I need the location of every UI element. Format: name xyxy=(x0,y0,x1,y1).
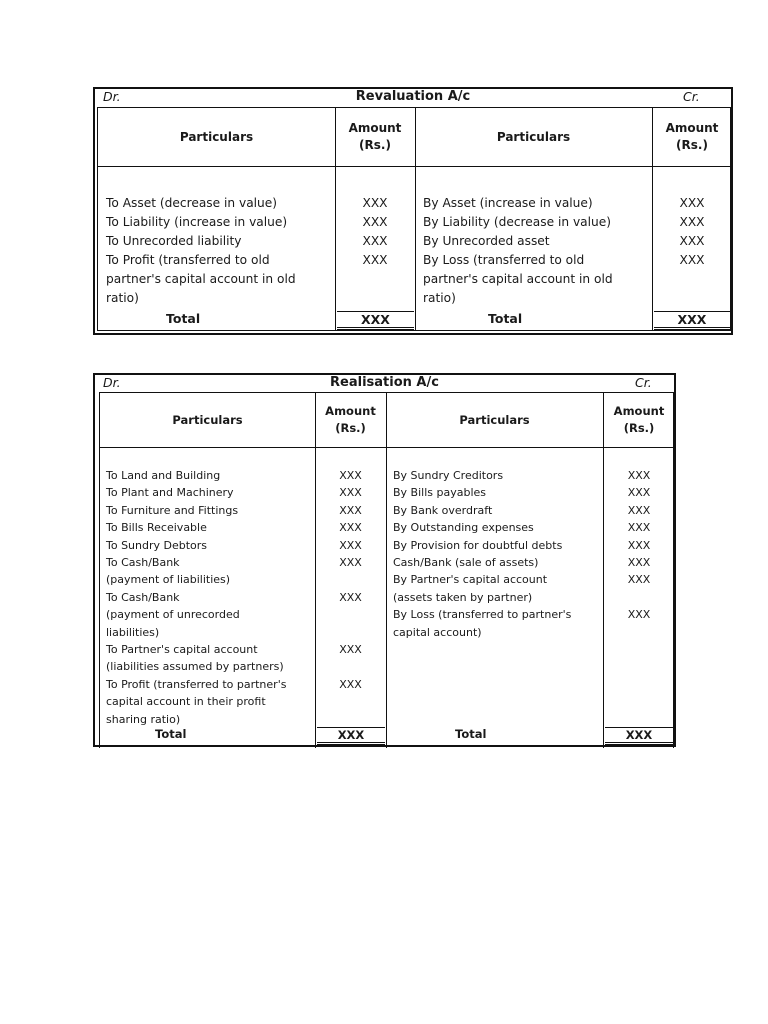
amount-cell: XXX xyxy=(362,215,388,229)
particulars-header: Particulars xyxy=(172,412,243,427)
amount-cell xyxy=(315,711,386,728)
realisation-table xyxy=(99,392,674,748)
debit-amounts xyxy=(335,194,415,270)
credit-amounts xyxy=(603,467,675,641)
amount-cell xyxy=(315,606,386,623)
credit-amounts xyxy=(652,194,732,270)
list-item: partner's capital account in old xyxy=(423,272,613,286)
total-amount: XXX xyxy=(654,311,730,330)
credit-particulars xyxy=(393,467,571,641)
amount-cell: XXX xyxy=(627,573,651,587)
total-label: Total xyxy=(166,311,201,326)
revaluation-title: Revaluation A/c xyxy=(355,89,471,104)
realisation-title: Realisation A/c xyxy=(330,375,439,390)
list-item: By Provision for doubtful debts xyxy=(393,538,563,552)
amount-cell: XXX xyxy=(627,486,651,500)
list-item: capital account in their profit xyxy=(106,695,266,709)
list-item: To Cash/Bank xyxy=(106,590,180,604)
amount-cell: XXX xyxy=(339,469,362,482)
list-item: By Partner's capital account xyxy=(393,573,548,587)
list-item: sharing ratio) xyxy=(106,712,181,726)
amount-cell: XXX xyxy=(339,486,362,500)
amount-cell: XXX xyxy=(627,556,651,570)
list-item: To Sundry Debtors xyxy=(106,538,208,552)
list-item: capital account) xyxy=(393,625,482,639)
amount-cell xyxy=(603,624,675,641)
list-item: By Bank overdraft xyxy=(393,503,493,517)
list-item: (liabilities assumed by partners) xyxy=(106,660,284,674)
debit-particulars xyxy=(106,467,286,728)
list-item: To Land and Building xyxy=(106,469,221,482)
list-item: ratio) xyxy=(106,291,139,305)
amount-cell: XXX xyxy=(627,521,651,535)
amount-cell: XXX xyxy=(339,643,362,657)
list-item: partner's capital account in old xyxy=(106,272,296,286)
amount-cell: XXX xyxy=(339,677,362,691)
cr-label: Cr. xyxy=(683,89,700,104)
amount-cell: XXX xyxy=(627,538,651,552)
amount-cell: XXX xyxy=(679,253,705,267)
list-item: By Unrecorded asset xyxy=(423,234,550,248)
list-item: To Asset (decrease in value) xyxy=(106,196,278,210)
total-label: Total xyxy=(155,727,187,741)
list-item: To Partner's capital account xyxy=(106,643,258,657)
list-item: To Liability (increase in value) xyxy=(106,215,288,229)
list-item: By Liability (decrease in value) xyxy=(423,215,612,229)
amount-cell: XXX xyxy=(627,503,651,517)
amount-cell xyxy=(315,624,386,641)
amount-cell: XXX xyxy=(339,538,362,552)
dr-label: Dr. xyxy=(103,375,121,390)
realisation-account xyxy=(93,373,676,747)
debit-particulars xyxy=(106,194,296,308)
amount-cell: XXX xyxy=(362,196,388,210)
list-item: By Asset (increase in value) xyxy=(423,196,593,210)
list-item: ratio) xyxy=(423,291,456,305)
amount-header: Amount (Rs.) xyxy=(613,404,665,435)
amount-cell: XXX xyxy=(679,215,705,229)
credit-particulars xyxy=(423,194,613,308)
total-label: Total xyxy=(455,727,487,741)
list-item: To Plant and Machinery xyxy=(106,486,234,500)
amount-header: Amount (Rs.) xyxy=(665,121,719,152)
amount-cell: XXX xyxy=(362,234,388,248)
list-item: Cash/Bank (sale of assets) xyxy=(393,556,539,570)
list-item: To Furniture and Fittings xyxy=(106,503,239,517)
amount-cell: XXX xyxy=(679,196,705,210)
total-amount: XXX xyxy=(317,727,385,745)
list-item: To Profit (transferred to partner's xyxy=(106,677,287,691)
amount-cell: XXX xyxy=(627,469,651,482)
amount-cell xyxy=(315,658,386,675)
amount-cell: XXX xyxy=(339,590,362,604)
list-item: (assets taken by partner) xyxy=(393,590,533,604)
list-item: By Loss (transferred to partner's xyxy=(393,608,572,622)
list-item: To Cash/Bank xyxy=(106,556,180,570)
amount-cell xyxy=(315,693,386,710)
amount-cell: XXX xyxy=(339,503,362,517)
debit-amounts xyxy=(315,467,386,728)
particulars-header: Particulars xyxy=(179,129,254,144)
amount-cell xyxy=(603,589,675,606)
list-item: To Bills Receivable xyxy=(106,521,207,535)
list-item: By Sundry Creditors xyxy=(393,469,504,482)
list-item: (payment of unrecorded xyxy=(106,608,240,622)
list-item: (payment of liabilities) xyxy=(106,573,231,587)
particulars-header: Particulars xyxy=(496,129,571,144)
list-item: By Outstanding expenses xyxy=(393,521,534,535)
revaluation-table xyxy=(97,107,731,331)
list-item: To Unrecorded liability xyxy=(106,234,242,248)
total-amount: XXX xyxy=(605,727,673,745)
amount-header: Amount (Rs.) xyxy=(325,404,376,435)
revaluation-account xyxy=(93,87,733,335)
amount-cell: XXX xyxy=(339,521,362,535)
list-item: By Loss (transferred to old xyxy=(423,253,585,267)
list-item: To Profit (transferred to old xyxy=(106,253,270,267)
amount-cell: XXX xyxy=(339,556,362,570)
amount-cell: XXX xyxy=(362,253,388,267)
amount-cell xyxy=(315,571,386,588)
cr-label: Cr. xyxy=(635,375,652,390)
particulars-header: Particulars xyxy=(459,412,530,427)
list-item: liabilities) xyxy=(106,625,160,639)
total-label: Total xyxy=(488,311,523,326)
list-item: By Bills payables xyxy=(393,486,487,500)
total-amount: XXX xyxy=(337,311,414,330)
amount-cell: XXX xyxy=(627,608,651,622)
amount-header: Amount (Rs.) xyxy=(348,121,402,152)
dr-label: Dr. xyxy=(103,89,121,104)
amount-cell: XXX xyxy=(679,234,705,248)
